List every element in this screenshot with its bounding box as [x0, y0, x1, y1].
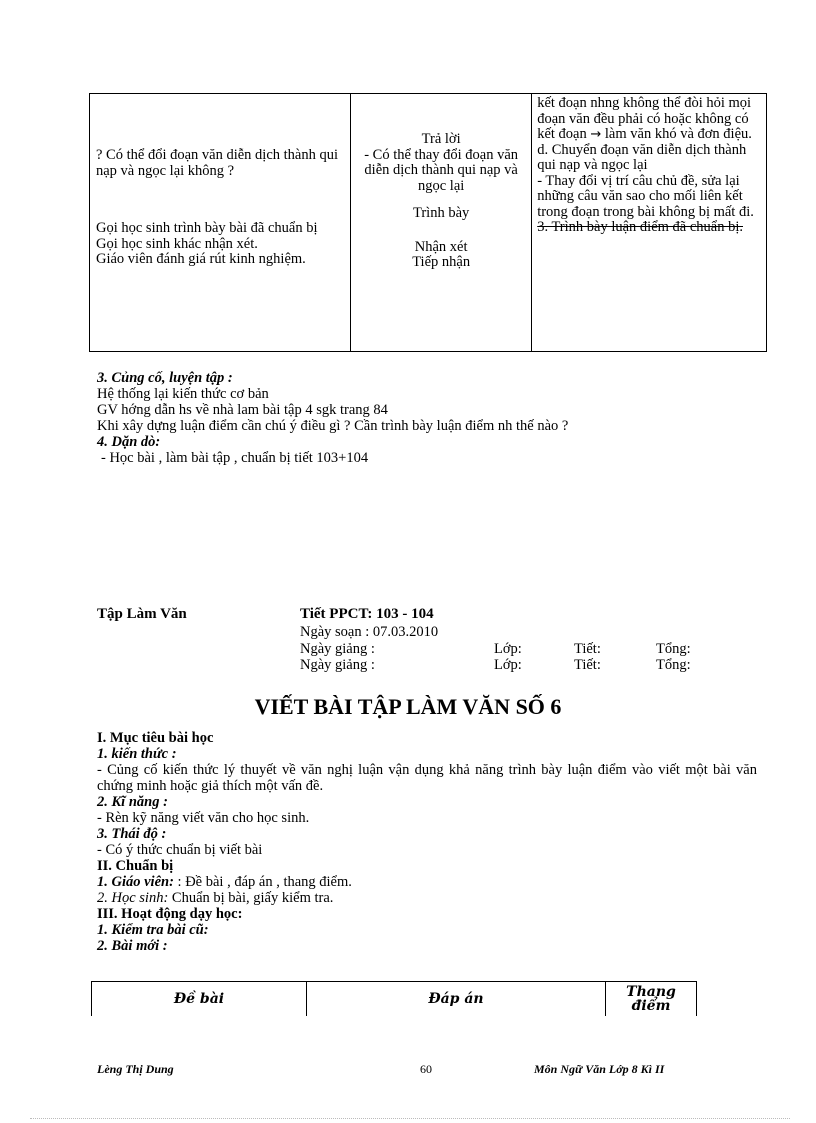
consolidation-heading: 3. Củng cố, luyện tập :: [97, 370, 233, 386]
student-prep-label: 2. Học sinh:: [97, 890, 169, 906]
content-cell: [532, 94, 767, 352]
date-teach-2: Ngày giảng :: [300, 657, 375, 673]
objectives-heading: I. Mục tiêu bài học: [97, 730, 214, 746]
lesson-body: [97, 730, 757, 954]
content-line1: kết đoạn nhng không thể đòi hỏi mọi đoạn văn đều phải có hoặc không có kết đoạn: [537, 95, 752, 142]
new-lesson: 2. Bài mới :: [97, 938, 168, 954]
content-line4: 3. Trình bày luận điểm đã chuẩn bị.: [537, 219, 743, 235]
attitude-heading: 3. Thái độ :: [97, 826, 167, 842]
question-text: ? Có thể đổi đoạn văn diễn dịch thành qui nạp và ngọc lại không ?: [96, 147, 339, 179]
consolidation-line2: GV hớng dẫn hs về nhà lam bài tập 4 sgk trang 84: [97, 402, 388, 418]
content-line3: - Thay đổi vị trí câu chủ đề, sửa lại những câu văn sao cho mối liên kết trong đoạn trong bài không bị mất đi.: [537, 172, 754, 220]
date-teach-1: Ngày giảng :: [300, 641, 375, 657]
homework-line: - Học bài , làm bài tập , chuẩn bị tiết 103+104: [101, 450, 369, 466]
receive-label: Tiếp nhận: [412, 254, 471, 270]
student-activity-cell: [351, 94, 532, 352]
knowledge-heading: 1. kiến thức :: [97, 746, 177, 762]
total-label-2: Tổng:: [656, 657, 691, 673]
exam-table: [91, 981, 697, 1016]
student-prep-text: Chuẩn bị bài, giấy kiểm tra.: [168, 890, 334, 906]
review-label: Nhận xét: [414, 238, 468, 255]
period-label-2: Tiết:: [574, 657, 601, 673]
present-label: Trình bày: [413, 205, 470, 221]
period-title: Tiết PPCT: 103 - 104: [300, 606, 434, 622]
content-line1b: làm văn khó và đơn điệu.: [601, 126, 752, 142]
class-label-2: Lớp:: [494, 657, 522, 673]
arrow-icon: →: [590, 127, 602, 142]
teacher-activity-cell: [90, 94, 351, 352]
footer-course: Môn Ngữ Văn Lớp 8 Kì II: [534, 1062, 665, 1076]
consolidation-line3: Khi xây dựng luận điểm cần chú ý điều gì ? Cần trình bày luận điểm nh thế nào ?: [97, 418, 569, 434]
knowledge-text: - Củng cố kiến thức lý thuyết về văn nghị luận vận dụng khả năng trình bày luận điểm vào viết một bài văn chứng minh hoặc giả thích một vấn đề.: [97, 762, 757, 794]
class-label-1: Lớp:: [494, 641, 522, 657]
period-label-1: Tiết:: [574, 641, 601, 657]
activities-heading: III. Hoạt động dạy học:: [97, 906, 243, 922]
footer-author: Lèng Thị Dung: [97, 1062, 174, 1076]
present-text: Gọi học sinh trình bày bài đã chuẩn bị: [96, 220, 318, 236]
page-title: VIẾT BÀI TẬP LÀM VĂN SỐ 6: [254, 694, 562, 719]
teacher-prep-text: : Đề bài , đáp án , thang điểm.: [173, 874, 352, 890]
skills-heading: 2. Kĩ năng :: [97, 794, 168, 810]
exam-topic-header: Đề bài: [92, 982, 307, 1017]
review-text: Gọi học sinh khác nhận xét.: [96, 235, 258, 252]
teacher-prep-label: 1. Giáo viên:: [97, 874, 174, 890]
answer-label: Trả lời: [421, 131, 461, 147]
consolidation-section: [97, 370, 777, 466]
homework-heading: 4. Dặn dò:: [97, 434, 161, 450]
total-label-1: Tổng:: [656, 641, 691, 657]
check-old-lesson: 1. Kiểm tra bài cũ:: [97, 922, 209, 938]
answer-text: - Có thể thay đổi đoạn văn diễn dịch thành qui nạp và ngọc lại: [364, 146, 519, 194]
score-scale-header: Thang điểm: [606, 982, 697, 1017]
preparation-heading: II. Chuẩn bị: [97, 858, 174, 874]
date-prep: Ngày soạn : 07.03.2010: [300, 624, 439, 640]
subject-label: Tập Làm Văn: [97, 606, 187, 622]
footer-page-number: 60: [420, 1062, 432, 1076]
evaluate-text: Giáo viên đánh giá rút kinh nghiệm.: [96, 251, 306, 267]
consolidation-line1: Hệ thống lại kiến thức cơ bản: [97, 386, 269, 402]
page-bottom-divider: [30, 1118, 790, 1119]
answer-key-header: Đáp án: [307, 982, 606, 1017]
attitude-text: - Có ý thức chuẩn bị viết bài: [97, 842, 263, 858]
skills-text: - Rèn kỹ năng viết văn cho học sinh.: [97, 810, 310, 826]
activity-table: [89, 93, 767, 352]
content-line2: d. Chuyển đoạn văn diễn dịch thành qui nạp và ngọc lại: [537, 141, 747, 173]
